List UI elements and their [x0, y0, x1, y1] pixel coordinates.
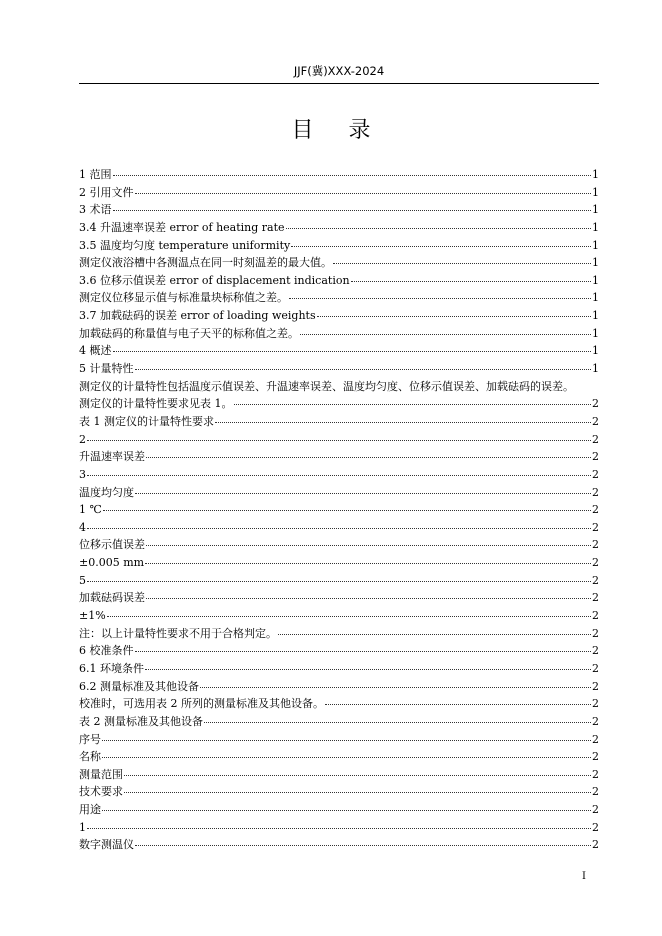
toc-leader-dots — [113, 351, 592, 352]
toc-leader-dots — [325, 704, 591, 705]
toc-entry[interactable] — [79, 836, 599, 854]
toc-page-number: 2 — [592, 626, 599, 640]
toc-page-number: 2 — [592, 732, 599, 746]
toc-page-number: 2 — [592, 679, 599, 693]
toc-entry[interactable] — [79, 484, 599, 502]
toc-entry-text: 表 2 测量标准及其他设备 — [79, 714, 203, 728]
toc-page-number: 2 — [592, 714, 599, 728]
toc-leader-dots — [286, 228, 591, 229]
toc-leader-dots — [135, 369, 592, 370]
toc-entry[interactable] — [79, 325, 599, 343]
toc-entry-text: 4 概述 — [79, 344, 112, 358]
toc-leader-dots — [145, 563, 591, 564]
toc-entry[interactable] — [79, 766, 599, 784]
toc-leader-dots — [146, 457, 591, 458]
toc-page-number: 1 — [592, 185, 599, 199]
toc-entry[interactable] — [79, 695, 599, 713]
toc-entry-text: 6 校准条件 — [79, 644, 134, 658]
toc-entry-text: 加载砝码误差 — [79, 591, 145, 605]
toc-page-number: 1 — [592, 238, 599, 252]
toc-entry[interactable] — [79, 731, 599, 749]
toc-leader-dots — [102, 740, 591, 741]
toc-entry[interactable] — [79, 237, 599, 255]
toc-entry-text: 数字测温仪 — [79, 838, 134, 852]
toc-entry[interactable] — [79, 201, 599, 219]
toc-leader-dots — [102, 757, 591, 758]
toc-entry-text: ±0.005 mm — [79, 556, 145, 570]
toc-leader-dots — [289, 298, 591, 299]
toc-leader-dots — [204, 722, 591, 723]
toc-page-number: 2 — [592, 609, 599, 623]
toc-entry[interactable] — [79, 519, 599, 537]
toc-entry-text: 升温速率误差 — [79, 450, 145, 464]
toc-page-number: 2 — [592, 820, 599, 834]
toc-leader-dots — [107, 616, 591, 617]
toc-page-number: 1 — [592, 168, 599, 181]
toc-entry[interactable] — [79, 289, 599, 307]
toc-entry-text: 名称 — [79, 750, 101, 764]
toc-entry[interactable] — [79, 678, 599, 696]
toc-entry-text: 3.4 升温速率误差 error of heating rate — [79, 220, 285, 234]
toc-page-number: 2 — [592, 767, 599, 781]
toc-entry-text: 5 — [79, 573, 86, 587]
toc-page-number: 2 — [592, 644, 599, 658]
toc-page-number: 2 — [592, 838, 599, 852]
toc-leader-dots — [87, 475, 591, 476]
toc-entry-text: 测定仪的计量特性要求见表 1。 — [79, 397, 233, 411]
toc-entry-text: 3.7 加载砝码的误差 error of loading weights — [79, 309, 316, 323]
toc-leader-dots — [317, 316, 591, 317]
toc-entry-text: 测定仪位移显示值与标准量块标称值之差。 — [79, 291, 288, 305]
toc-entry[interactable] — [79, 589, 599, 607]
toc-entry[interactable] — [79, 184, 599, 202]
toc-entry[interactable] — [79, 660, 599, 678]
toc-leader-dots — [135, 651, 592, 652]
toc-entry-text: 序号 — [79, 732, 101, 746]
toc-leader-dots — [351, 281, 591, 282]
toc-entry[interactable] — [79, 360, 599, 378]
toc-entry[interactable] — [79, 783, 599, 801]
toc-page-number: 2 — [592, 697, 599, 711]
toc-leader-dots — [102, 810, 591, 811]
toc-entry[interactable] — [79, 395, 599, 413]
toc-entry[interactable] — [79, 801, 599, 819]
toc-entry-text: 2 — [79, 432, 86, 446]
toc-leader-dots — [113, 175, 592, 176]
toc-entry-text: 5 计量特性 — [79, 362, 134, 376]
toc-leader-dots — [103, 510, 591, 511]
toc-leader-dots — [124, 775, 591, 776]
toc-entry[interactable] — [79, 536, 599, 554]
toc-page-number: 2 — [592, 573, 599, 587]
toc-page-number: 1 — [592, 291, 599, 305]
toc-leader-dots — [300, 334, 591, 335]
toc-entry-text: 1 ℃ — [79, 503, 102, 517]
toc-page-number: 2 — [592, 556, 599, 570]
toc-leader-dots — [234, 404, 592, 405]
toc-entry-text: 表 1 测定仪的计量特性要求 — [79, 414, 214, 428]
toc-page-number: 2 — [592, 661, 599, 675]
toc-entry[interactable] — [79, 819, 599, 837]
running-header — [79, 63, 599, 84]
toc-entry-text: 校准时，可选用表 2 所列的测量标准及其他设备。 — [79, 697, 324, 711]
toc-page-number: 2 — [592, 485, 599, 499]
toc-leader-dots — [87, 528, 591, 529]
toc-entry-text: ±1% — [79, 609, 106, 623]
toc-entry-text: 6.1 环境条件 — [79, 661, 144, 675]
toc-page-number: 2 — [592, 785, 599, 799]
toc-entry-text: 1 — [79, 820, 86, 834]
toc-entry[interactable] — [79, 413, 599, 431]
toc-page-number: 1 — [592, 344, 599, 358]
toc-page-number: 1 — [592, 256, 599, 270]
toc-entry-text: 测量范围 — [79, 767, 123, 781]
toc-entry[interactable] — [79, 572, 599, 590]
page-title: 目 录 — [291, 118, 385, 143]
toc-entry[interactable] — [79, 219, 599, 237]
toc-entry-text: 温度均匀度 — [79, 485, 134, 499]
toc-page-number: 2 — [592, 803, 599, 817]
toc-page-number: 2 — [592, 450, 599, 464]
toc-entry[interactable] — [79, 607, 599, 625]
doc-code: JJF(冀)XXX-2024 — [293, 64, 385, 78]
toc-entry[interactable] — [79, 378, 599, 396]
toc-entry-text: 测定仪的计量特性包括温度示值误差、升温速率误差、温度均匀度、位移示值误差、加载砝码的误差。 — [79, 379, 574, 393]
toc-leader-dots — [146, 545, 591, 546]
toc-page-number: 1 — [592, 273, 599, 287]
toc-page-number: 2 — [592, 503, 599, 517]
toc-leader-dots — [124, 792, 591, 793]
toc-entry[interactable] — [79, 501, 599, 519]
toc-page-number: 1 — [592, 326, 599, 340]
toc-entry-text: 1 范围 — [79, 168, 112, 181]
toc-entry[interactable] — [79, 554, 599, 572]
toc-page-number: 1 — [592, 220, 599, 234]
toc-page-number: 2 — [592, 397, 599, 411]
toc-entry-text: 2 引用文件 — [79, 185, 134, 199]
toc-leader-dots — [146, 598, 591, 599]
toc-leader-dots — [135, 845, 591, 846]
toc-entry-text: 测定仪液浴槽中各测温点在同一时刻温差的最大值。 — [79, 256, 332, 270]
toc-entry[interactable] — [79, 642, 599, 660]
toc-entry[interactable] — [79, 342, 599, 360]
toc-entry-text: 用途 — [79, 803, 101, 817]
toc-entry-text: 6.2 测量标准及其他设备 — [79, 679, 199, 693]
toc-leader-dots — [278, 634, 591, 635]
toc-leader-dots — [113, 210, 592, 211]
toc-leader-dots — [135, 193, 592, 194]
toc-page-number: 2 — [592, 591, 599, 605]
toc-page-number: 1 — [592, 203, 599, 217]
toc-entry-text: 4 — [79, 520, 86, 534]
toc-page-number: 2 — [592, 520, 599, 534]
toc-entry-text: 技术要求 — [79, 785, 123, 799]
toc-entry[interactable] — [79, 166, 599, 184]
toc-page-number: 2 — [592, 414, 599, 428]
toc-entry[interactable] — [79, 448, 599, 466]
toc-entry[interactable] — [79, 748, 599, 766]
toc-entry[interactable] — [79, 625, 599, 643]
toc-entry-text: 3 — [79, 467, 86, 481]
toc-page-number: 1 — [592, 309, 599, 323]
toc-entry[interactable] — [79, 272, 599, 290]
toc-page-number: 2 — [592, 467, 599, 481]
toc-page-number: 2 — [592, 750, 599, 764]
toc-page-number: 2 — [592, 432, 599, 446]
toc-entry-text: 加载砝码的称量值与电子天平的标称值之差。 — [79, 326, 299, 340]
toc-entry[interactable] — [79, 431, 599, 449]
toc-entry-text: 3.5 温度均匀度 temperature uniformity — [79, 238, 291, 252]
toc-entry[interactable] — [79, 713, 599, 731]
toc-leader-dots — [200, 687, 591, 688]
toc-leader-dots — [87, 581, 591, 582]
toc-entry[interactable] — [79, 254, 599, 272]
toc-entry-text: 3.6 位移示值误差 error of displacement indication — [79, 273, 350, 287]
toc-leader-dots — [135, 493, 591, 494]
toc-leader-dots — [333, 263, 591, 264]
toc-leader-dots — [145, 669, 591, 670]
toc-entry-text: 3 术语 — [79, 203, 112, 217]
toc-page-number: 1 — [592, 362, 599, 376]
toc-entry-text: 注：以上计量特性要求不用于合格判定。 — [79, 626, 277, 640]
toc-leader-dots — [87, 828, 591, 829]
toc-page-number: 2 — [592, 538, 599, 552]
table-of-contents — [79, 166, 599, 854]
page-number: I — [582, 871, 586, 882]
toc-leader-dots — [215, 422, 591, 423]
toc-entry[interactable] — [79, 307, 599, 325]
toc-leader-dots — [291, 246, 591, 247]
toc-leader-dots — [87, 440, 591, 441]
toc-entry-text: 位移示值误差 — [79, 538, 145, 552]
toc-entry[interactable] — [79, 466, 599, 484]
